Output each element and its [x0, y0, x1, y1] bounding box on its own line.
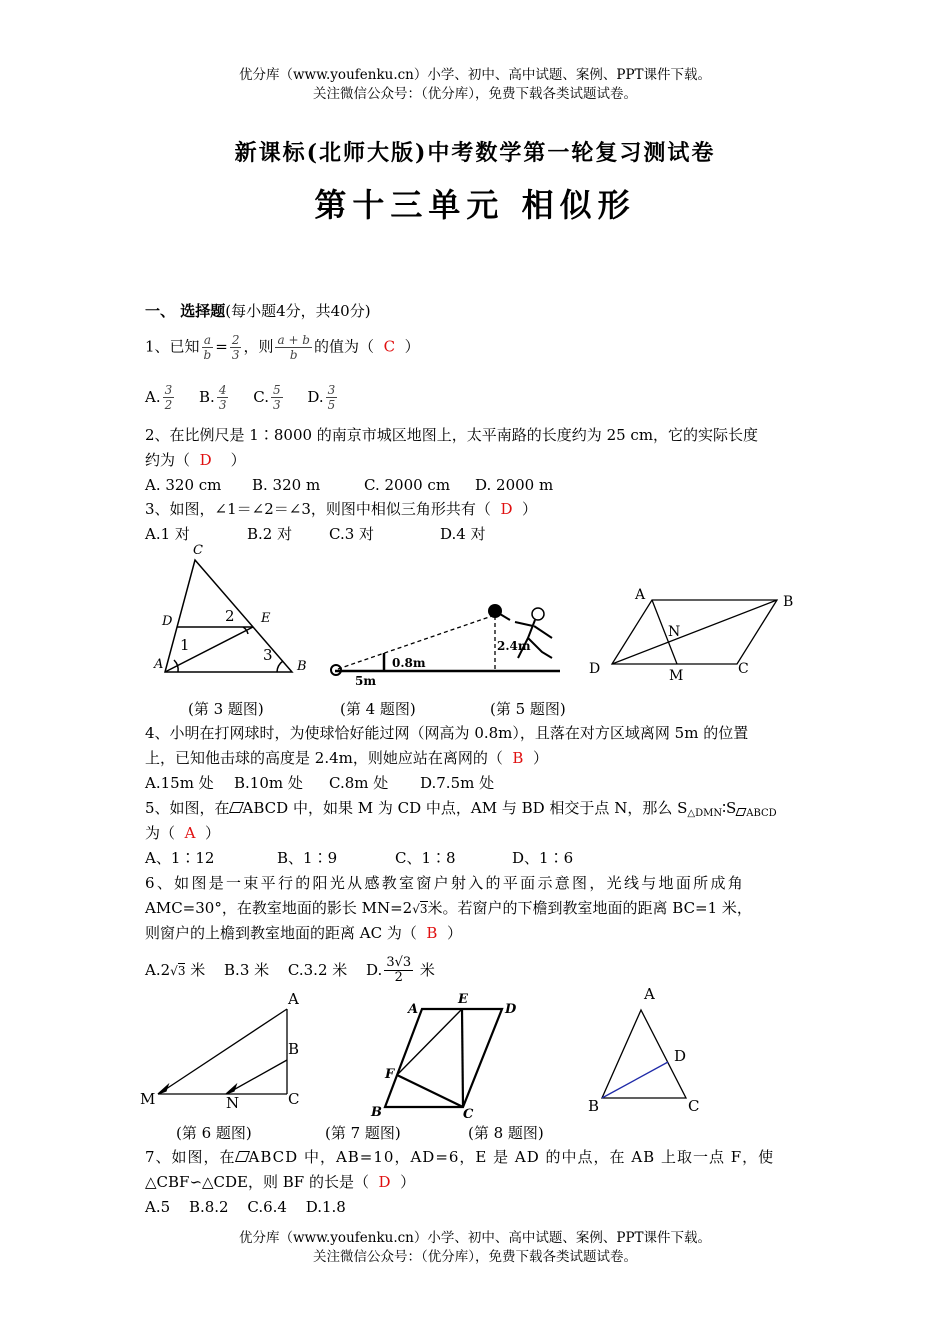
- figure-7-parallelogram: [385, 1009, 502, 1107]
- fig3-angle-1: 1: [180, 636, 190, 654]
- parallelogram-icon: [235, 1151, 250, 1162]
- q2-answer: D: [199, 451, 212, 469]
- q7-option-a: A.5: [145, 1198, 171, 1216]
- figure-6-window: [158, 1009, 287, 1094]
- q7-answer: D: [378, 1173, 391, 1191]
- fig7-label-c: C: [463, 1107, 474, 1122]
- q3-option-b: B.2 对: [247, 525, 293, 543]
- q7-option-d: D.1.8: [305, 1198, 346, 1216]
- fig3-label-a: A: [154, 657, 164, 672]
- fig5-label-b: B: [783, 594, 794, 610]
- fig3-angle-2: 2: [225, 607, 235, 625]
- q4-answer: B: [512, 749, 524, 767]
- q6-line-3: 则窗户的上檐到教室地面的距离 AC 为（ B ）: [145, 924, 462, 942]
- caption-fig4: (第 4 题图): [340, 700, 416, 718]
- q5-option-a: A、1∶12: [145, 849, 215, 867]
- q4-option-c: C.8m 处: [329, 774, 389, 792]
- q7-options: [145, 1196, 346, 1218]
- fig7-label-f: F: [385, 1067, 395, 1082]
- figure-5-parallelogram: [612, 600, 777, 664]
- q4-option-b: B.10m 处: [234, 774, 303, 792]
- header-line-1: 优分库（www.youfenku.cn）小学、初中、高中试题、案例、PPT课件下载。: [238, 67, 712, 83]
- fig8-label-b: B: [588, 1097, 600, 1115]
- q1-option-a: A. $\frac{3}{2}$: [145, 383, 173, 412]
- q2-option-a: A. 320 cm: [145, 476, 222, 494]
- q1-option-c: C. $\frac{5}{3}$: [253, 383, 281, 412]
- q1-prefix: 1、已知: [145, 337, 200, 356]
- q7-line-1: 7、如图，在 ABCD 中，AB=10，AD=6，E 是 AD 的中点，在 AB 上取一点 F，使: [145, 1148, 775, 1166]
- q3-option-c: C.3 对: [329, 525, 375, 543]
- q2-option-b: B. 320 m: [252, 476, 321, 494]
- caption-fig8: (第 8 题图): [468, 1124, 544, 1142]
- q6-options: [145, 956, 435, 985]
- fig3-label-b: B: [297, 659, 307, 674]
- fraction-a-over-b: $\frac{a}{b}$: [203, 333, 212, 362]
- caption-fig7: (第 7 题图): [325, 1124, 401, 1142]
- q3-option-d: D.4 对: [440, 525, 486, 543]
- fraction-a-plus-b-over-b: $\frac{a + b}{b}$: [277, 333, 310, 362]
- fig5-label-a: A: [635, 587, 646, 603]
- question-1: 1、已知 $\frac{a}{b}$ = $\frac{2}{3}$ ，则 $\frac{a + b}{b}$ 的值为（ C ）: [145, 333, 420, 362]
- q6-answer: B: [426, 924, 438, 942]
- fig6-label-a: A: [288, 990, 299, 1008]
- fig5-label-d: D: [589, 661, 601, 677]
- q3-option-a: A.1 对: [145, 525, 190, 543]
- q6-sqrt3: 3: [419, 902, 428, 916]
- q5-option-b: B、1∶9: [277, 849, 338, 867]
- caption-fig3: (第 3 题图): [188, 700, 264, 718]
- header-line-2: 关注微信公众号：（优分库），免费下载各类试题试卷。: [313, 86, 637, 102]
- parallelogram-icon: [229, 802, 244, 813]
- document-title: 新课标(北师大版)中考数学第一轮复习测试卷: [234, 140, 716, 166]
- footer-line-2: 关注微信公众号：（优分库），免费下载各类试题试卷。: [313, 1249, 637, 1265]
- caption-fig5: (第 5 题图): [490, 700, 566, 718]
- fig5-label-m: M: [669, 668, 684, 684]
- section-note: (每小题4分，共40分): [225, 302, 371, 320]
- q6-option-d: D. $\frac{3√3}{2}$ 米: [366, 955, 435, 985]
- fig3-label-e: E: [261, 611, 271, 626]
- q7-line-2: △CBF∽△CDE，则 BF 的长是（ D ）: [145, 1173, 416, 1191]
- q4-option-a: A.15m 处: [145, 774, 214, 792]
- q5-answer: A: [184, 824, 196, 842]
- q1-option-b: B. $\frac{4}{3}$: [199, 383, 227, 412]
- footer-line-1: 优分库（www.youfenku.cn）小学、初中、高中试题、案例、PPT课件下载。: [238, 1230, 712, 1246]
- fig8-label-a: A: [644, 985, 655, 1003]
- q7-option-b: B.8.2: [188, 1198, 229, 1216]
- figures-row-2: [130, 985, 940, 1125]
- q2-option-c: C. 2000 cm: [364, 476, 451, 494]
- q1-suffix: 的值为（: [314, 337, 375, 356]
- fig7-label-b: B: [371, 1105, 382, 1120]
- q4-option-d: D.7.5m 处: [420, 774, 495, 792]
- q2-line-1: 2、在比例尺是 1∶8000 的南京市城区地图上，太平南路的长度约为 25 cm，它的实际长度: [145, 426, 759, 444]
- fig6-label-n: N: [226, 1094, 240, 1112]
- fig8-label-c: C: [688, 1097, 700, 1115]
- section-label: 一、 选择题: [145, 302, 226, 320]
- caption-fig6: (第 6 题图): [176, 1124, 252, 1142]
- q5-line-1: 5、如图，在 ABCD 中，如果 M 为 CD 中点，AM 与 BD 相交于点 N，那么 $S_{\triangle DMN}∶S$ $_{ABCD}$: [145, 799, 777, 819]
- q5-line-2: 为（ A ）: [145, 824, 220, 842]
- q1-close: ）: [404, 337, 420, 356]
- fig4-distance: 5m: [355, 674, 377, 688]
- fig6-label-m: M: [140, 1090, 156, 1108]
- q3-answer: D: [500, 500, 513, 518]
- fig7-label-a: A: [408, 1002, 419, 1017]
- fraction-2-over-3: $\frac{2}{3}$: [231, 333, 240, 362]
- q6-line-1: 6、如图是一束平行的阳光从感教室窗户射入的平面示意图，光线与地面所成角: [145, 874, 746, 892]
- fig3-angle-3: 3: [263, 646, 273, 664]
- section-heading: [145, 300, 371, 322]
- fig5-label-n: N: [668, 624, 681, 640]
- q1-option-d: D. $\frac{3}{5}$: [307, 383, 336, 412]
- q2-option-d: D. 2000 m: [475, 476, 554, 494]
- fig7-label-e: E: [458, 992, 468, 1007]
- fig3-label-c: C: [193, 543, 203, 558]
- fig4-net-height: 0.8m: [392, 656, 426, 670]
- q5-option-d: D、1∶6: [512, 849, 574, 867]
- fig3-label-d: D: [162, 614, 173, 629]
- q2-line-2: 约为（ D ）: [145, 451, 246, 469]
- q3-line: 3、如图，∠1＝∠2＝∠3，则图中相似三角形共有（ D ）: [145, 500, 538, 518]
- unit-title: 第十三单元 相似形: [314, 186, 636, 224]
- q5-option-c: C、1∶8: [395, 849, 456, 867]
- q5-sub-abcd: ABCD: [746, 808, 777, 819]
- fig4-hit-height: 2.4m: [497, 639, 531, 653]
- figures-row-1: [140, 540, 940, 700]
- q4-line-1: 4、小明在打网球时，为使球恰好能过网（网高为 0.8m），且落在对方区域离网 5m 的位置: [145, 724, 749, 742]
- q6-option-c: C.3.2 米: [287, 960, 348, 979]
- q1-options: [145, 383, 339, 412]
- q1-mid: ，则: [243, 337, 274, 356]
- fig6-label-b: B: [288, 1040, 300, 1058]
- q6-line-2: AMC=30°，在教室地面的影长 MN=2√3米。若窗户的下檐到教室地面的距离 BC=1 米，: [145, 899, 752, 917]
- q7-option-c: C.6.4: [247, 1198, 287, 1216]
- fig7-label-d: D: [505, 1002, 517, 1017]
- fig8-label-d: D: [674, 1047, 687, 1065]
- q6-option-b: B.3 米: [224, 960, 270, 979]
- q6-option-a: A.2√3 米: [145, 960, 206, 979]
- fig6-label-c: C: [288, 1090, 300, 1108]
- q4-line-2: 上，已知他击球的高度是 2.4m，则她应站在离网的（ B ）: [145, 749, 548, 767]
- q1-answer: C: [383, 337, 396, 356]
- fig5-label-c: C: [738, 661, 749, 677]
- q5-sub-dmn: △DMN: [687, 808, 723, 819]
